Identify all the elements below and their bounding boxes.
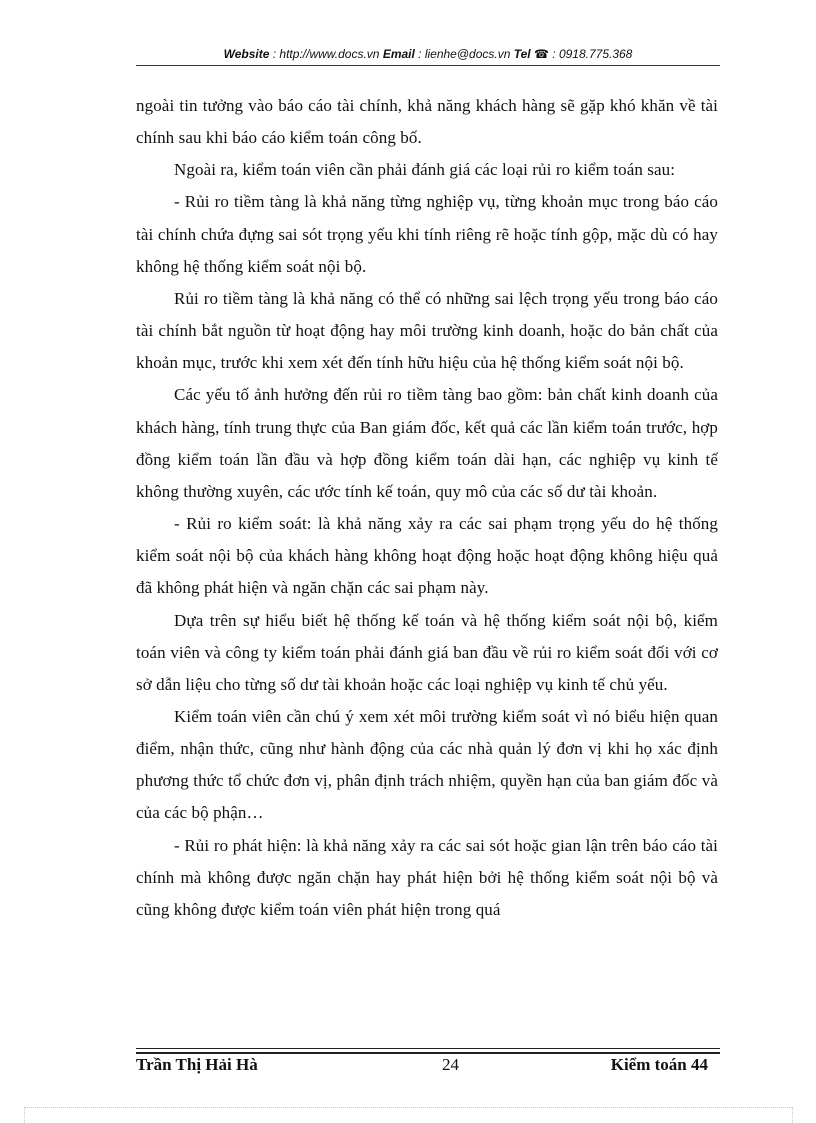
footer-divider-thin [136, 1048, 720, 1049]
paragraph: Kiểm toán viên cần chú ý xem xét môi trường kiểm soát vì nó biểu hiện quan điểm, nhận thức, cũng như hành động của các nhà quản lý đơn vị khi họ xác định phương thức tổ chức đơn vị, phân định trách nhiệm, quyền hạn của ban giám đốc và của các bộ phận… [136, 706, 718, 823]
page-header [136, 47, 720, 61]
page-footer [136, 1055, 720, 1079]
paragraph: Rủi ro tiềm tàng là khả năng có thể có những sai lệch trọng yếu trong báo cáo tài chính bắt nguồn từ hoạt động hay môi trường kinh doanh, hoặc do bản chất của khoản mục, trước khi xem xét đến tính hữu hiệu của hệ thống kiểm soát nội bộ. [136, 288, 718, 373]
page-boundary-dotted [24, 1107, 792, 1108]
footer-divider-thick [136, 1052, 720, 1054]
paragraph: Các yếu tố ảnh hưởng đến rủi ro tiềm tàng bao gồm: bản chất kinh doanh của khách hàng, tính trung thực của Ban giám đốc, kết quả các lần kiểm toán trước, hợp đồng kiểm toán lần đầu và hợp đồng kiểm toán dài hạn, các nghiệp vụ kinh tế không thường xuyên, các ước tính kế toán, quy mô của các số dư tài khoản. [136, 385, 718, 501]
phone-number: : 0918.775.368 [548, 47, 633, 61]
email-label: Email [382, 47, 415, 61]
website-label: Website [223, 47, 270, 61]
tel-label: Tel [513, 47, 531, 61]
email-address: : lienhe@docs.vn [414, 47, 514, 61]
header-divider [136, 65, 720, 66]
footer-course: Kiểm toán 44 [610, 1055, 708, 1074]
paragraph: - Rủi ro tiềm tàng là khả năng từng nghiệp vụ, từng khoản mục trong báo cáo tài chính chứa đựng sai sót trọng yếu khi tính riêng rẽ hoặc tính gộp, mặc dù có hay không hệ thống kiểm soát nội bộ. [136, 192, 718, 276]
paragraph: ngoài tin tưởng vào báo cáo tài chính, khả năng khách hàng sẽ gặp khó khăn về tài chính sau khi báo cáo kiểm toán công bố. [136, 96, 718, 148]
website-url: : http://www.docs.vn [269, 47, 383, 61]
paragraph: Ngoài ra, kiểm toán viên cần phải đánh giá các loại rủi ro kiểm toán sau: [174, 160, 676, 180]
footer-author: Trần Thị Hải Hà [136, 1055, 258, 1074]
phone-icon: ☎ [533, 47, 549, 61]
page-boundary-right [792, 1107, 793, 1123]
document-body [136, 90, 718, 926]
paragraph: Dựa trên sự hiểu biết hệ thống kế toán và hệ thống kiểm soát nội bộ, kiểm toán viên và công ty kiểm toán phải đánh giá ban đầu về rủi ro kiểm soát đối với cơ sở dẫn liệu cho từng số dư tài khoản hoặc các loại nghiệp vụ kinh tế chủ yếu. [136, 610, 718, 694]
paragraph: - Rủi ro kiểm soát: là khả năng xảy ra các sai phạm trọng yếu do hệ thống kiểm soát nội bộ của khách hàng không hoạt động hoặc hoạt động không hiệu quả đã không phát hiện và ngăn chặn các sai phạm này. [136, 514, 718, 598]
page-boundary-left [24, 1107, 25, 1123]
page-number: 24 [442, 1055, 459, 1074]
paragraph: - Rủi ro phát hiện: là khả năng xảy ra các sai sót hoặc gian lận trên báo cáo tài chính mà không được ngăn chặn hay phát hiện bởi hệ thống kiểm soát nội bộ và cũng không được kiểm toán viên phát hiện trong quá [136, 835, 718, 919]
